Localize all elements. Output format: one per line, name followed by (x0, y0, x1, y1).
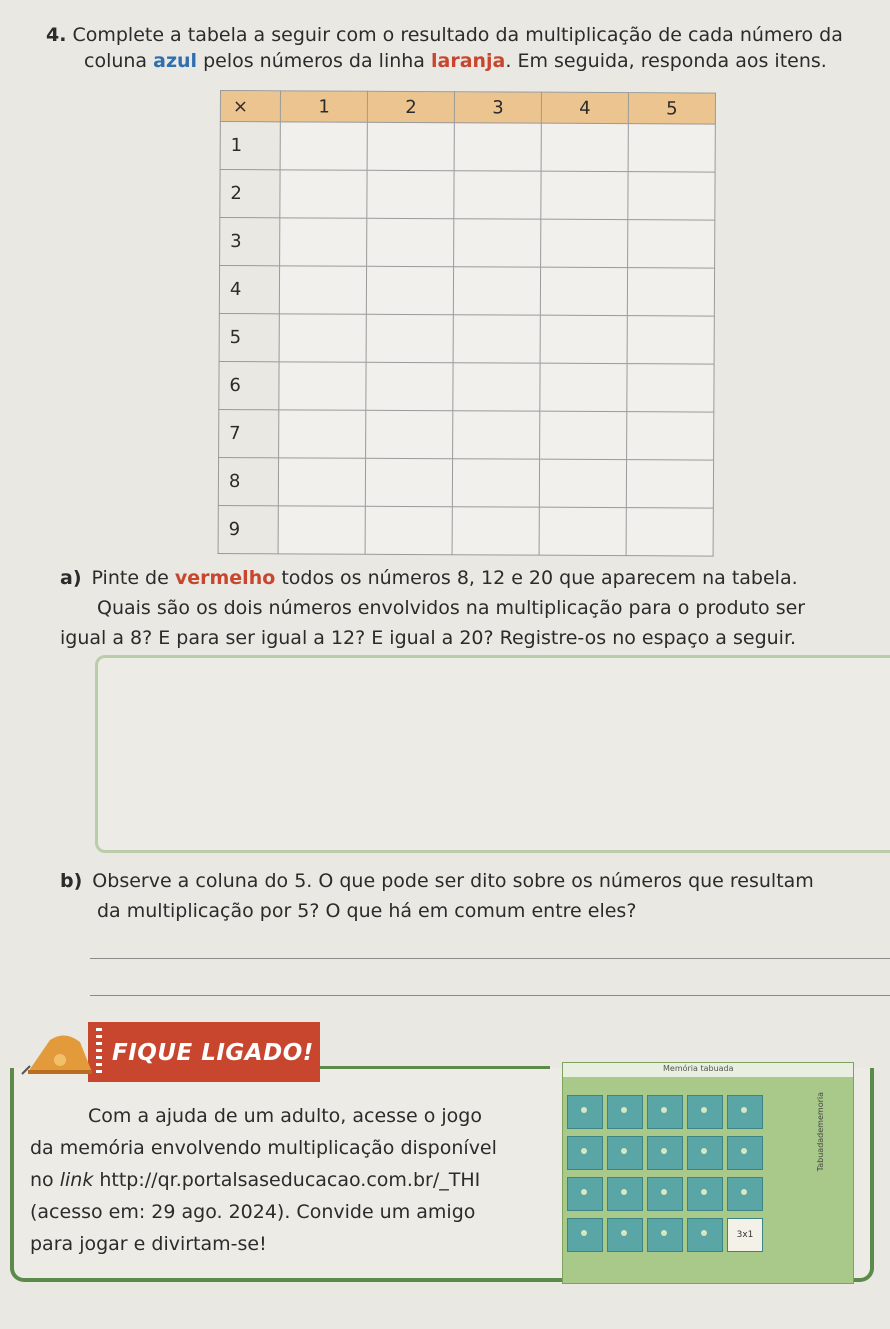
col-header: 2 (368, 91, 455, 122)
item-a-line1-end: todos os números 8, 12 e 20 que aparecem na tabela. (275, 567, 798, 589)
fl-line5: para jogar e divirtam-se! (30, 1233, 267, 1255)
row-header: 8 (218, 457, 279, 505)
answer-cell[interactable] (453, 315, 540, 363)
memory-card (687, 1136, 723, 1170)
fl-link-word: link (59, 1169, 94, 1191)
memory-card (727, 1136, 763, 1170)
col-header: 3 (454, 92, 541, 123)
col-header: 1 (281, 91, 368, 122)
memory-card (727, 1177, 763, 1211)
answer-cell[interactable] (627, 364, 714, 412)
question-line1: Complete a tabela a seguir com o resultado da multiplicação de cada número da (72, 24, 843, 46)
memory-card (607, 1136, 643, 1170)
game-title: Memória tabuada (663, 1064, 734, 1073)
memory-card (647, 1177, 683, 1211)
item-b-line1: Observe a coluna do 5. O que pode ser dito sobre os números que resultam (92, 870, 814, 892)
answer-cell[interactable] (280, 170, 367, 218)
question-number: 4. (46, 24, 67, 46)
memory-card (687, 1177, 723, 1211)
fl-line3-pre: no (30, 1169, 60, 1191)
question-line2-end: . Em seguida, responda aos itens. (505, 50, 827, 72)
table-row (219, 361, 714, 412)
answer-cell[interactable] (539, 507, 626, 555)
col-header: 5 (628, 93, 715, 124)
item-a-start: Pinte de (91, 567, 175, 589)
fl-line3 (30, 1164, 550, 1196)
item-a-line2: Quais são os dois números envolvidos na multiplicação para o produto ser (97, 597, 806, 619)
table-row (220, 218, 715, 269)
item-a-label: a) (60, 567, 82, 589)
answer-cell[interactable] (280, 122, 367, 170)
answer-cell[interactable] (278, 506, 365, 554)
game-title-bar (563, 1063, 853, 1077)
answer-cell[interactable] (367, 122, 454, 170)
answer-box[interactable] (95, 655, 890, 853)
answer-cell[interactable] (453, 411, 540, 459)
answer-cell[interactable] (627, 412, 714, 460)
row-header: 1 (220, 122, 281, 170)
row-header: 4 (219, 266, 280, 314)
table-row (219, 313, 714, 364)
answer-cell[interactable] (366, 314, 453, 362)
question-line2-mid: pelos números da linha (197, 50, 431, 72)
answer-cell[interactable] (626, 508, 713, 556)
answer-cell[interactable] (367, 266, 454, 314)
fique-ligado-text (30, 1100, 550, 1260)
memory-card (567, 1177, 603, 1211)
answer-cell[interactable] (540, 363, 627, 411)
answer-cell[interactable] (279, 362, 366, 410)
question-line2 (46, 48, 866, 74)
table-row (220, 170, 715, 221)
table-row (218, 457, 713, 508)
answer-cell[interactable] (366, 362, 453, 410)
row-header: 5 (219, 313, 280, 361)
memory-card (567, 1095, 603, 1129)
answer-cell[interactable] (541, 219, 628, 267)
item-b (60, 866, 890, 926)
word-vermelho: vermelho (174, 567, 276, 589)
memory-card (687, 1218, 723, 1252)
memory-card (647, 1095, 683, 1129)
bell-icon (20, 1030, 100, 1080)
answer-cell[interactable] (628, 124, 715, 172)
table-row (219, 266, 714, 317)
answer-cell[interactable] (540, 267, 627, 315)
fl-url-link[interactable]: http://qr.portalsaseducacao.com.br/_THI (93, 1169, 481, 1191)
answer-cell[interactable] (454, 123, 541, 171)
answer-cell[interactable] (366, 458, 453, 506)
col-header: 4 (541, 92, 628, 123)
answer-cell[interactable] (365, 506, 452, 554)
answer-cell[interactable] (453, 363, 540, 411)
answer-cell[interactable] (627, 268, 714, 316)
question-line2-start: coluna (84, 50, 154, 72)
row-header: 6 (219, 361, 280, 409)
answer-cell[interactable] (367, 170, 454, 218)
fl-line1: Com a ajuda de um adulto, acesse o jogo (88, 1105, 482, 1127)
answer-cell[interactable] (626, 460, 713, 508)
item-b-line2: da multiplicação por 5? O que há em comum entre eles? (97, 900, 637, 922)
table-corner-times: × (220, 91, 280, 122)
row-header: 2 (220, 170, 281, 218)
answer-cell[interactable] (454, 171, 541, 219)
row-header: 9 (218, 505, 279, 553)
answer-cell[interactable] (279, 410, 366, 458)
answer-cell[interactable] (540, 411, 627, 459)
answer-cell[interactable] (628, 220, 715, 268)
answer-cell[interactable] (452, 459, 539, 507)
answer-cell[interactable] (541, 123, 628, 171)
memory-card (727, 1095, 763, 1129)
memory-card (687, 1095, 723, 1129)
answer-cell[interactable] (454, 219, 541, 267)
word-azul: azul (153, 50, 198, 72)
multiplication-table (218, 90, 716, 557)
answer-cell[interactable] (539, 459, 626, 507)
answer-line-2[interactable] (90, 995, 890, 996)
memory-card (607, 1095, 643, 1129)
table-row (219, 409, 714, 460)
answer-cell[interactable] (628, 172, 715, 220)
answer-cell[interactable] (541, 171, 628, 219)
memory-card (607, 1177, 643, 1211)
answer-cell[interactable] (279, 458, 366, 506)
answer-cell[interactable] (280, 266, 367, 314)
memory-card (567, 1136, 603, 1170)
row-header: 3 (220, 218, 281, 266)
answer-cell[interactable] (280, 218, 367, 266)
table-row (218, 505, 713, 556)
answer-cell[interactable] (452, 507, 539, 555)
answer-cell[interactable] (367, 218, 454, 266)
table-row (220, 122, 715, 173)
fl-line4: (acesso em: 29 ago. 2024). Convide um amigo (30, 1201, 476, 1223)
item-b-label: b) (60, 870, 83, 892)
card-grid (567, 1095, 761, 1252)
memory-card (647, 1218, 683, 1252)
answer-cell[interactable] (366, 410, 453, 458)
memory-card (647, 1136, 683, 1170)
answer-cell[interactable] (453, 267, 540, 315)
answer-cell[interactable] (279, 314, 366, 362)
answer-line-1[interactable] (90, 958, 890, 959)
word-laranja: laranja (430, 50, 506, 72)
memory-card: 3x1 (727, 1218, 763, 1252)
memory-card (607, 1218, 643, 1252)
answer-cell[interactable] (627, 316, 714, 364)
fl-line2: da memória envolvendo multiplicação disponível (30, 1137, 497, 1159)
item-a-line3: igual a 8? E para ser igual a 12? E igual a 20? Registre-os no espaço a seguir. (60, 627, 797, 649)
memory-game-screenshot (562, 1062, 854, 1284)
item-a (60, 563, 880, 653)
question-header (46, 22, 866, 74)
image-credit: Tabuadadememoria (816, 1092, 825, 1172)
memory-card (567, 1218, 603, 1252)
answer-cell[interactable] (540, 315, 627, 363)
row-header: 7 (219, 409, 280, 457)
fique-ligado-top-line (318, 1066, 550, 1069)
table-header-row (220, 91, 715, 125)
fique-ligado-title: FIQUE LIGADO! (112, 1040, 314, 1066)
